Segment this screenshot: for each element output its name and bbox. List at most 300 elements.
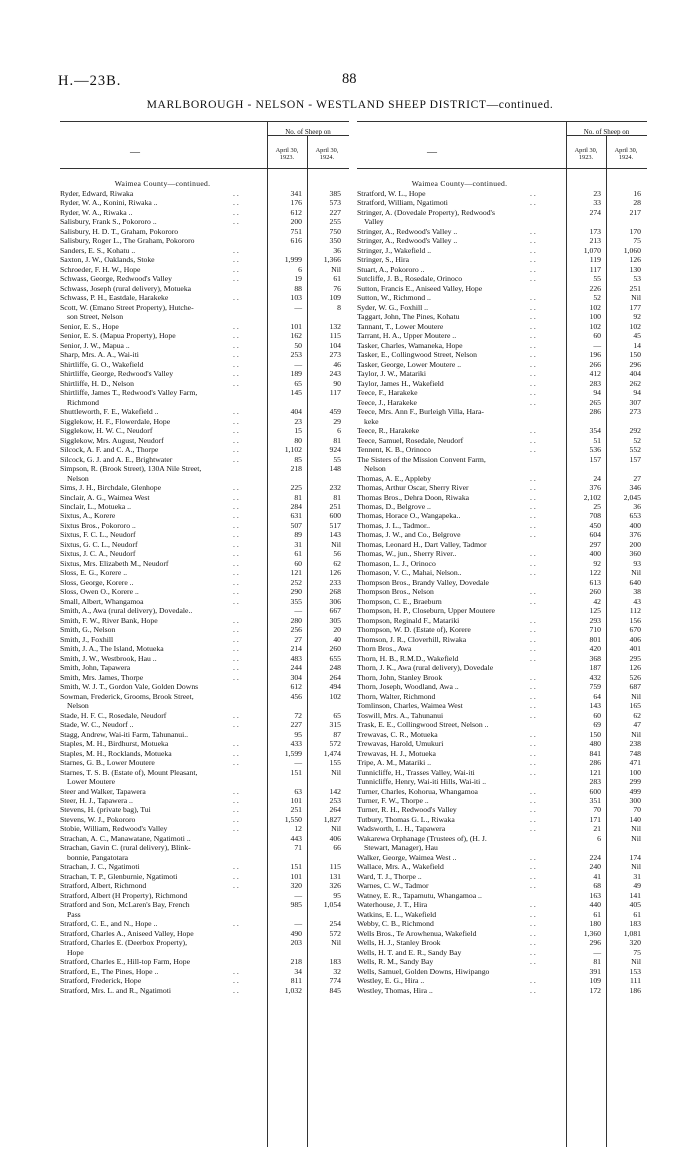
leader-dots: ..	[530, 871, 538, 881]
sheep-1923: 536	[589, 445, 601, 455]
owner-name: Stringer, A., Redwood's Valley ..	[357, 236, 458, 246]
owner-name: Senior, E. S. (Mapua Property), Hope	[60, 331, 176, 341]
leader-dots: ..	[530, 824, 538, 834]
sheep-1923: 225	[290, 483, 302, 493]
sheep-1923: 101	[290, 796, 302, 805]
sheep-1923: 119	[589, 255, 601, 265]
sheep-1924: 20	[333, 625, 341, 635]
sheep-1923: 440	[589, 900, 601, 910]
leader-dots: ..	[530, 501, 538, 511]
table-row	[357, 322, 647, 331]
section-heading: Waimea County—continued.	[411, 179, 508, 188]
table-row	[60, 938, 349, 947]
table-row	[60, 796, 349, 805]
sheep-1923: 162	[290, 331, 302, 341]
leader-dots: ..	[530, 350, 538, 360]
owner-name: Shirtliffe, George, Redwood's Valley	[60, 369, 174, 379]
sheep-1924: Nil	[331, 539, 341, 549]
sheep-1924: 47	[633, 720, 641, 730]
table-row	[357, 312, 647, 321]
owner-name: Thomas, Arthur Oscar, Sherry River	[357, 483, 469, 493]
table-row	[60, 227, 349, 236]
sheep-1923: 304	[290, 672, 302, 682]
sheep-1923: 490	[290, 928, 302, 938]
sheep-1923: 240	[589, 862, 601, 872]
sheep-1924: 326	[329, 881, 341, 891]
sheep-1923: 412	[589, 369, 601, 379]
owner-name: Thomas, W., jun., Sherry River..	[357, 549, 457, 559]
sheep-1924: 400	[629, 520, 641, 530]
sheep-1923: 296	[589, 938, 601, 948]
owner-name: Pass	[67, 909, 81, 919]
sheep-1924: 401	[629, 644, 641, 654]
table-row	[357, 730, 647, 739]
sheep-1924: 248	[329, 663, 341, 673]
sheep-1924: 38	[633, 587, 641, 597]
owner-name: Silcock, G. J. and A. E., Brightwater	[60, 454, 173, 464]
sheep-1924: 260	[329, 644, 341, 654]
owner-name: Thompson, Reginald F., Matariki	[357, 615, 460, 625]
sheep-1924: 143	[329, 530, 341, 540]
sheep-1923: 69	[593, 720, 601, 730]
table-row	[357, 881, 647, 890]
sheep-1923: 151	[290, 862, 302, 872]
table-row	[357, 805, 647, 814]
owner-name: Sutcliffe, J. B., Rosedale, Orinoco	[357, 274, 463, 284]
leader-dots: ..	[233, 217, 241, 227]
leader-dots: ..	[233, 198, 241, 208]
table-row	[60, 189, 349, 198]
sheep-1923: 42	[593, 596, 601, 606]
sheep-1923: 404	[290, 407, 302, 417]
owner-name: Staples, M. H., Rocklands, Motueka	[60, 748, 172, 758]
owner-name: Syder, W. G., Foxhill ..	[357, 302, 429, 312]
owner-name: Stratford, Charles E. (Deerbox Property),	[60, 938, 188, 948]
owner-name: Tunnicliffe, Henry, Wai-iti Hills, Wai-iti ..	[357, 777, 487, 787]
sheep-1923: 163	[589, 890, 601, 900]
owner-name: Sixtus, J. C. A., Neudorf	[60, 549, 136, 559]
table-row	[60, 824, 349, 833]
leader-dots: ..	[233, 615, 241, 625]
owner-name: Wadsworth, L. H., Tapawera	[357, 824, 446, 834]
sheep-1924: 264	[329, 805, 341, 815]
leader-dots: ..	[233, 359, 241, 369]
table-row	[60, 502, 349, 511]
leader-dots: ..	[530, 900, 538, 910]
leader-dots: ..	[530, 198, 538, 208]
table-row	[60, 407, 349, 416]
owner-name: Stuart, A., Pokororo ..	[357, 264, 425, 274]
sheep-1923: 81	[294, 492, 302, 502]
sheep-1924: 670	[629, 625, 641, 635]
table-row	[357, 578, 647, 587]
owner-name: Richmond	[67, 397, 100, 407]
sheep-1923: —	[294, 758, 302, 768]
table-row	[357, 910, 647, 919]
sheep-1924: 748	[629, 748, 641, 758]
table-row	[357, 246, 647, 255]
sheep-1924: 141	[629, 890, 641, 900]
owner-name: Stratford, Mrs. L. and R., Ngatimoti	[60, 985, 172, 995]
leader-dots: ..	[530, 302, 538, 312]
table-row	[60, 663, 349, 672]
leader-dots: ..	[233, 862, 241, 872]
leader-dots: ..	[530, 331, 538, 341]
sheep-1923: 151	[290, 767, 302, 777]
sheep-1923: 122	[589, 568, 601, 578]
sheep-1924: 153	[629, 966, 641, 976]
leader-dots: ..	[233, 824, 241, 834]
sheep-1924: 177	[629, 302, 641, 312]
sheep-1924: 306	[329, 596, 341, 606]
table-row	[60, 483, 349, 492]
owner-name: Thomas, D., Belgrove ..	[357, 501, 431, 511]
table-row	[357, 483, 647, 492]
sheep-1924: 14	[633, 340, 641, 350]
table-row	[357, 407, 647, 416]
table-row	[60, 986, 349, 995]
sheep-1923: 213	[589, 236, 601, 246]
table-row	[357, 787, 647, 796]
leader-dots: ..	[530, 388, 538, 398]
table-row	[357, 711, 647, 720]
sheep-1924: 157	[629, 454, 641, 464]
owner-name: Stratford, Albert, Richmond	[60, 881, 147, 891]
sheep-1923: 171	[589, 814, 601, 824]
sheep-1923: 400	[589, 549, 601, 559]
table-row	[60, 350, 349, 359]
owner-name: The Sisters of the Mission Convent Farm,	[357, 454, 486, 464]
sheep-1923: —	[294, 890, 302, 900]
table-row	[357, 436, 647, 445]
sheep-1924: 183	[329, 957, 341, 967]
sheep-1923: 604	[589, 530, 601, 540]
owner-name: Shuttleworth, F. E., Wakefield ..	[60, 407, 159, 417]
table-row	[357, 967, 647, 976]
leader-dots: ..	[530, 369, 538, 379]
sheep-1924: Nil	[331, 264, 341, 274]
table-row	[357, 540, 647, 549]
header-no-of-sheep: No. of Sheep on	[285, 128, 331, 136]
table-row	[357, 521, 647, 530]
table-top-rule	[60, 121, 349, 122]
sheep-1924: 405	[629, 900, 641, 910]
sheep-1924: 100	[629, 767, 641, 777]
table-row	[357, 758, 647, 767]
sheep-1924: Nil	[631, 729, 641, 739]
sheep-1923: 1,032	[284, 985, 302, 995]
table-row	[357, 957, 647, 966]
owner-name: Saxton, J. W., Oaklands, Stoke	[60, 255, 155, 265]
header-bottom-rule	[60, 168, 349, 169]
leader-dots: ..	[530, 255, 538, 265]
sheep-1924: 165	[629, 701, 641, 711]
owner-name: Teece, Samuel, Rosedale, Neudorf	[357, 435, 464, 445]
sheep-1924: 292	[629, 426, 641, 436]
table-row	[60, 805, 349, 814]
table-row	[357, 559, 647, 568]
sheep-1923: 433	[290, 739, 302, 749]
leader-dots: ..	[530, 862, 538, 872]
owner-name: Westley, Thomas, Hira ..	[357, 985, 433, 995]
header-dash: —	[130, 147, 140, 158]
table-row	[60, 331, 349, 340]
sheep-1924: 52	[633, 435, 641, 445]
table-row	[357, 198, 647, 207]
sheep-1924: 112	[629, 606, 641, 616]
owner-name: Stagg, Andrew, Wai-iti Farm, Tahunanui..	[60, 729, 189, 739]
owner-name: Wallace, Mrs. A., Wakefield	[357, 862, 444, 872]
sheep-1924: 75	[633, 947, 641, 957]
sheep-1924: 65	[333, 710, 341, 720]
leader-dots: ..	[233, 966, 241, 976]
table-row	[357, 739, 647, 748]
sheep-1923: 61	[294, 549, 302, 559]
owner-name: Turner, F. W., Thorpe ..	[357, 796, 429, 805]
table-row	[60, 768, 349, 777]
table-row	[357, 236, 647, 245]
sheep-1923: 31	[294, 539, 302, 549]
owner-name: Tasker, E., Collingwood Street, Nelson	[357, 350, 477, 360]
owner-name: Thomas, J. L., Tadmor..	[357, 520, 430, 530]
leader-dots: ..	[530, 473, 538, 483]
table-row	[357, 445, 647, 454]
sheep-1924: 360	[629, 549, 641, 559]
owner-name: Salisbury, H. D. T., Graham, Pokororo	[60, 226, 179, 236]
sheep-1924: 95	[333, 890, 341, 900]
table-row	[357, 265, 647, 274]
sheep-1924: 174	[629, 852, 641, 862]
owner-name: Thomas, J. W., and Co., Belgrove	[357, 530, 461, 540]
table-row	[60, 625, 349, 634]
leader-dots: ..	[530, 919, 538, 929]
leader-dots: ..	[530, 245, 538, 255]
table-row	[357, 530, 647, 539]
sheep-1923: 60	[593, 331, 601, 341]
leader-dots: ..	[530, 520, 538, 530]
sheep-1923: 612	[290, 207, 302, 217]
sheep-1924: 93	[633, 558, 641, 568]
sheep-1924: 552	[629, 445, 641, 455]
owner-name: Stewart, Manager), Hau	[364, 843, 438, 853]
leader-dots: ..	[233, 501, 241, 511]
sheep-1924: 750	[329, 226, 341, 236]
table-row	[357, 417, 647, 426]
sheep-1924: 268	[329, 587, 341, 597]
table-row	[60, 464, 349, 473]
table-row	[60, 493, 349, 502]
sheep-1924: 845	[329, 985, 341, 995]
table-row	[60, 445, 349, 454]
sheep-1924: 183	[629, 919, 641, 929]
leader-dots: ..	[233, 350, 241, 360]
sheep-1923: 227	[290, 720, 302, 730]
table-row	[60, 635, 349, 644]
leader-dots: ..	[233, 625, 241, 635]
leader-dots: ..	[530, 293, 538, 303]
sheep-1923: 203	[290, 938, 302, 948]
sheep-1923: —	[294, 606, 302, 616]
owner-name: Wells, H. J., Stanley Brook	[357, 938, 441, 948]
sheep-1924: 16	[633, 189, 641, 198]
sheep-1924: 572	[329, 739, 341, 749]
leader-dots: ..	[530, 881, 538, 891]
table-row	[357, 331, 647, 340]
leader-dots: ..	[233, 445, 241, 455]
owner-name: Hope	[67, 947, 84, 957]
sheep-1924: 667	[329, 606, 341, 616]
sheep-1924: 253	[329, 796, 341, 805]
sheep-1923: 125	[589, 606, 601, 616]
sheep-1924: 53	[633, 274, 641, 284]
page-number: 88	[342, 71, 357, 87]
sheep-1923: 297	[589, 539, 601, 549]
table-row	[60, 929, 349, 938]
sheep-1924: 1,827	[323, 814, 341, 824]
owner-name: Tarrant, H. A., Upper Moutere ..	[357, 331, 457, 341]
sheep-1924: 300	[629, 796, 641, 805]
owner-name: Sixtus, A., Korere	[60, 511, 116, 521]
sheep-1923: 256	[290, 625, 302, 635]
sheep-1924: 126	[629, 255, 641, 265]
leader-dots: ..	[530, 928, 538, 938]
owner-name: Thomson, J. R., Cloverhill, Riwaka	[357, 634, 467, 644]
leader-dots: ..	[233, 293, 241, 303]
table-row	[357, 692, 647, 701]
sheep-1923: 811	[290, 976, 302, 986]
sheep-1923: 81	[593, 957, 601, 967]
table-row	[357, 625, 647, 634]
table-row	[357, 929, 647, 938]
table-row	[357, 862, 647, 871]
leader-dots: ..	[233, 549, 241, 559]
owner-name: Sigglekow, H. F., Flowerdale, Hope	[60, 416, 171, 426]
sheep-1924: 238	[629, 739, 641, 749]
leader-dots: ..	[233, 245, 241, 255]
owner-name: Stratford, E., The Pines, Hope ..	[60, 966, 159, 976]
sheep-1923: 284	[290, 501, 302, 511]
leader-dots: ..	[233, 985, 241, 995]
owner-name: Thorn, John, Stanley Brook	[357, 672, 443, 682]
owner-name: Taylor, J. W., Matariki	[357, 369, 426, 379]
table-row	[60, 644, 349, 653]
document-ref: H.—23B.	[58, 73, 122, 89]
table-row	[60, 758, 349, 767]
owner-name: Wells, Samuel, Golden Downs, Hiwipango	[357, 966, 490, 976]
sheep-1923: 27	[294, 634, 302, 644]
owner-name: Sixtus, F. C. L., Neudorf	[60, 530, 136, 540]
sheep-1924: 217	[629, 207, 641, 217]
leader-dots: ..	[233, 786, 241, 796]
sheep-1923: 354	[589, 426, 601, 436]
sheep-1924: 350	[329, 236, 341, 246]
sheep-1923: 616	[290, 236, 302, 246]
sheep-1923: 15	[294, 426, 302, 436]
sheep-1923: 507	[290, 520, 302, 530]
sheep-1924: 76	[333, 283, 341, 293]
table-row	[60, 236, 349, 245]
owner-name: Simpson, R. (Brook Street), 130A Nile Street,	[60, 464, 202, 474]
owner-name: Thomas, Horace O., Wangapeka..	[357, 511, 461, 521]
leader-dots: ..	[233, 663, 241, 673]
sheep-1923: 391	[589, 966, 601, 976]
owner-name: Watkins, E. L., Wakefield	[357, 909, 437, 919]
sheep-1923: 341	[290, 189, 302, 198]
owner-name: Stringer, A., Redwood's Valley ..	[357, 226, 458, 236]
owner-name: Staples, M. H., Birdhurst, Motueka	[60, 739, 169, 749]
owner-name: Starnes, T. S. B. (Estate of), Mount Pleasant,	[60, 767, 198, 777]
leader-dots: ..	[233, 416, 241, 426]
rows-right	[357, 189, 647, 995]
sheep-1923: 6	[597, 833, 601, 843]
owner-name: Steer and Walker, Tapawera	[60, 786, 146, 796]
sheep-1923: 85	[294, 454, 302, 464]
sheep-1923: 265	[589, 397, 601, 407]
sheep-1924: 526	[629, 672, 641, 682]
sheep-1923: 95	[294, 729, 302, 739]
owner-name: Wells, R. M., Sandy Bay	[357, 957, 434, 967]
owner-name: Trewavas, C. R., Motueka	[357, 729, 438, 739]
sheep-1924: 155	[329, 758, 341, 768]
owner-name: Tannant, T., Lower Moutere	[357, 321, 444, 331]
leader-dots: ..	[530, 957, 538, 967]
table-row	[357, 654, 647, 663]
table-row	[60, 967, 349, 976]
table-row	[60, 341, 349, 350]
leader-dots: ..	[233, 426, 241, 436]
sheep-1924: 104	[329, 340, 341, 350]
leader-dots: ..	[233, 758, 241, 768]
owner-name: Silcock, A. F. and C. A., Thorpe	[60, 445, 159, 455]
leader-dots: ..	[530, 492, 538, 502]
sheep-1923: 64	[593, 691, 601, 701]
leader-dots: ..	[233, 739, 241, 749]
sheep-1923: 450	[589, 520, 601, 530]
table-row	[60, 919, 349, 928]
sheep-1923: 68	[593, 881, 601, 891]
sheep-1924: 126	[329, 568, 341, 578]
table-row	[60, 455, 349, 464]
sheep-1923: 187	[589, 663, 601, 673]
leader-dots: ..	[530, 748, 538, 758]
sheep-1924: 924	[329, 445, 341, 455]
owner-name: bonnie, Pangatotara	[67, 852, 129, 862]
sheep-1924: 1,474	[323, 748, 341, 758]
table-row	[357, 587, 647, 596]
table-row	[60, 815, 349, 824]
table-row	[60, 682, 349, 691]
leader-dots: ..	[233, 511, 241, 521]
sheep-1923: —	[294, 919, 302, 929]
sheep-1923: —	[294, 359, 302, 369]
sheep-1923: 173	[589, 226, 601, 236]
owner-name: Thorn Bros., Awa	[357, 644, 412, 654]
header-no-of-sheep: No. of Sheep on	[583, 128, 630, 136]
table-row	[357, 398, 647, 407]
sheep-1923: 21	[593, 824, 601, 834]
sheep-1923: 101	[290, 321, 302, 331]
owner-name: Sixtus Bros., Pokororo ..	[60, 520, 136, 530]
sheep-1924: 92	[633, 312, 641, 322]
sheep-1923: 613	[589, 577, 601, 587]
owner-name: Taylor, James H., Wakefield	[357, 378, 444, 388]
sheep-1924: 27	[633, 473, 641, 483]
leader-dots: ..	[233, 454, 241, 464]
owner-name: Scott, W. (Emano Street Property), Hutche-	[60, 302, 194, 312]
sheep-1923: 23	[593, 189, 601, 198]
owner-name: Westley, E. G., Hira ..	[357, 976, 425, 986]
sheep-1924: Nil	[631, 824, 641, 834]
